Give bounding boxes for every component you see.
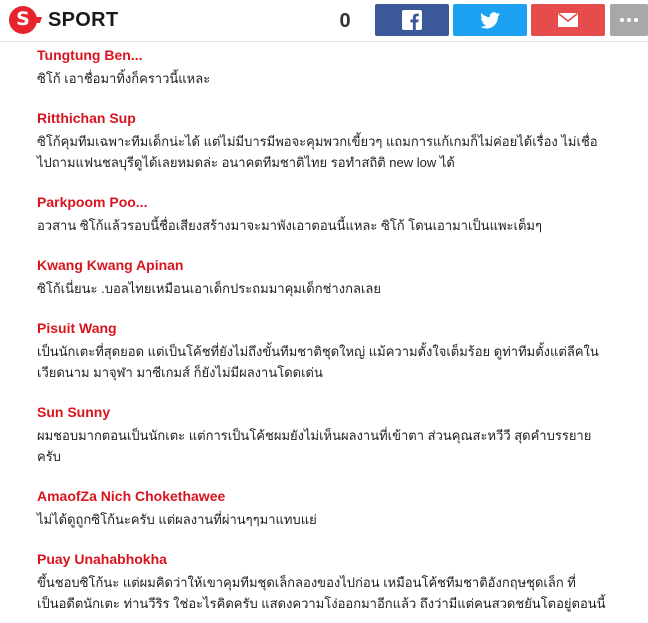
comment-line: เป็นนักเตะที่สุดยอด แต่เป็นโค้ชที่ยังไม่ถึงขั้นทีมชาติชุดใหญ่ แม้ความตั้งใจเต็มร้อย ดูท่าทีมตั้งแต่ลีคใน — [37, 344, 599, 359]
comment-line: ครับ — [37, 449, 61, 464]
more-share-options-button[interactable] — [610, 4, 648, 36]
email-share-button[interactable] — [531, 4, 605, 36]
facebook-share-button[interactable] — [375, 4, 449, 36]
comment-line: ซิโก้เนี่ยนะ .บอลไทยเหมือนเอาเด็กประถมมาคุมเด็กช่างกลเลย — [37, 281, 381, 296]
comment-text — [37, 68, 637, 89]
more-icon — [620, 18, 638, 22]
comment-item — [37, 46, 637, 89]
comment-text — [37, 572, 637, 614]
comment-text — [37, 425, 637, 467]
comment-line: ไปถามแฟนชลบุรีดูได้เลยหมดล่ะ อนาคตทีมชาติไทย รอทำสถิติ new low ได้ — [37, 155, 455, 170]
comment-item — [37, 193, 637, 236]
comment-item — [37, 256, 637, 299]
logo-text: SPORT — [48, 8, 119, 31]
sanook-logo-icon — [9, 6, 37, 34]
comment-line: ไม่ได้ดูถูกซิโก้นะครับ แต่ผลงานที่ผ่านๆๆมาแทบแย่ — [37, 512, 317, 527]
comment-text — [37, 278, 637, 299]
comment-item — [37, 487, 637, 530]
comment-line: ผมชอบมากตอนเป็นนักเตะ แต่การเป็นโค้ชผมยังไม่เห็นผลงานที่เข้าตา ส่วนคุณสะหวีวี สุดคำบรรยาย — [37, 428, 592, 443]
share-count: 0 — [339, 10, 351, 32]
comment-item — [37, 319, 637, 383]
commenter-name[interactable]: AmaofZa Nich Chokethawee — [37, 488, 226, 504]
comment-item — [37, 550, 637, 614]
comment-line: เวียดนาม มาจุฬา มาซีเกมส์ ก็ยังไม่มีผลงานโดดเด่น — [37, 365, 323, 380]
logo-letter: S — [16, 8, 30, 30]
facebook-icon — [402, 10, 422, 30]
commenter-name[interactable]: Ritthichan Sup — [37, 110, 136, 126]
comment-text — [37, 131, 637, 173]
comment-text — [37, 341, 637, 383]
comment-line: ขึ้นชอบซิโก้นะ แต่ผมคิดว่าให้เขาคุมทีมชุดเล็กลองของไปก่อน เหมือนโค้ชทีมชาติอังกฤษชุดเล็ก ที่ — [37, 575, 576, 590]
comment-line: อวสาน ซิโก้แล้วรอบนี้ชื่อเสียงสร้างมาจะมาพังเอาตอนนี้แหละ ซิโก้ โดนเอามาเป็นแพะเต็มๆ — [37, 218, 542, 233]
twitter-share-button[interactable] — [453, 4, 527, 36]
comment-line: ซิโก้ เอาชื่อมาทิ้งก็คราวนี้แหละ — [37, 71, 211, 86]
top-share-bar — [0, 0, 648, 42]
twitter-icon — [480, 12, 500, 29]
commenter-name[interactable]: Parkpoom Poo... — [37, 194, 148, 210]
comment-item — [37, 403, 637, 467]
commenter-name[interactable]: Pisuit Wang — [37, 320, 117, 336]
comment-line: เป็นอดีตนักเตะ ท่านวีริร ใช่อะไรคิดครับ แสดงความโง่ออกมาอีกแล้ว ถึงว่ามีแต่คนสวดชยันโตอยู่ตอนนี้ — [37, 596, 606, 611]
comment-text — [37, 509, 637, 530]
commenter-name[interactable]: Kwang Kwang Apinan — [37, 257, 184, 273]
commenter-name[interactable]: Tungtung Ben... — [37, 47, 143, 63]
comment-text — [37, 215, 637, 236]
email-icon — [558, 13, 578, 27]
sanook-sport-logo[interactable] — [9, 6, 118, 34]
comment-item — [37, 109, 637, 173]
comment-line: ซิโก้คุมทีมเฉพาะทีมเด็กน่ะได้ แต่ไม่มีบารมีพอจะคุมพวกเขี้ยวๆ แถมการแก้เกมก็ไม่ค่อยได้เรื่อง ไม่เชื่อ — [37, 134, 598, 149]
commenter-name[interactable]: Sun Sunny — [37, 404, 111, 420]
commenter-name[interactable]: Puay Unahabhokha — [37, 551, 167, 567]
